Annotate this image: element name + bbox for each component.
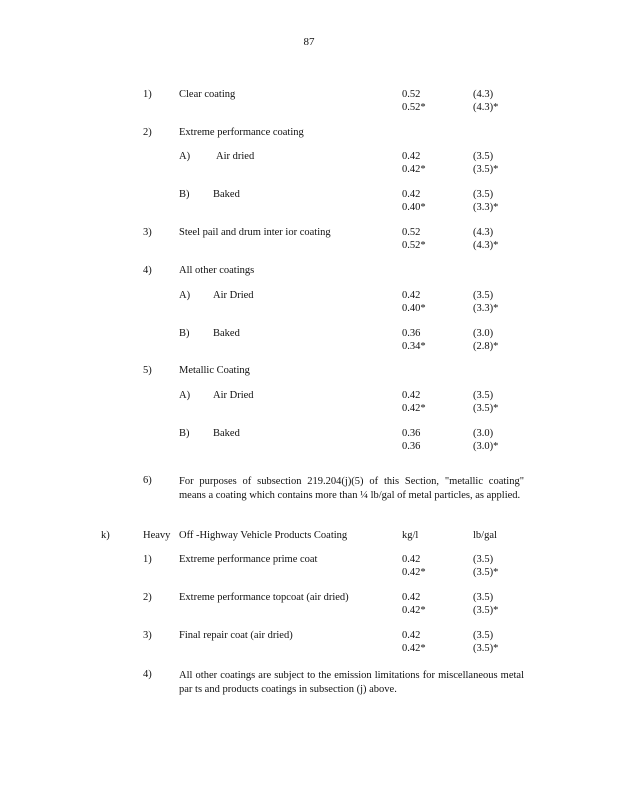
item-number: 6) (143, 475, 152, 486)
lb-value-alt: (3.3)* (473, 202, 499, 213)
kg-value-alt: 0.34* (402, 341, 426, 352)
lb-value: (3.5) (473, 630, 494, 641)
item-number: 2) (143, 127, 152, 138)
subitem-label: Air Dried (213, 290, 254, 301)
kg-value: 0.36 (402, 428, 421, 439)
kg-value-alt: 0.52* (402, 240, 426, 251)
lb-value-alt: (3.5)* (473, 643, 499, 654)
lb-value-alt: (2.8)* (473, 341, 499, 352)
item-number: 4) (143, 669, 152, 680)
item-label: Extreme performance topcoat (air dried) (179, 592, 349, 603)
unit-lb-header: lb/gal (473, 530, 497, 541)
kg-value: 0.42 (402, 592, 421, 603)
item-label: Extreme performance prime coat (179, 554, 318, 565)
item-number: 1) (143, 89, 152, 100)
kg-value-alt: 0.36 (402, 441, 421, 452)
lb-value-alt: (3.0)* (473, 441, 499, 452)
lb-value-alt: (3.5)* (473, 567, 499, 578)
lb-value-alt: (4.3)* (473, 240, 499, 251)
kg-value-alt: 0.42* (402, 164, 426, 175)
lb-value-alt: (3.5)* (473, 605, 499, 616)
subitem-label: Air Dried (213, 390, 254, 401)
subitem-letter: A) (179, 390, 191, 401)
kg-value-alt: 0.42* (402, 605, 426, 616)
subitem-letter: B) (179, 328, 190, 339)
kg-value-alt: 0.42* (402, 643, 426, 654)
subitem-letter: B) (179, 428, 190, 439)
subitem-label: Baked (213, 428, 240, 439)
section-letter: k) (101, 530, 110, 541)
kg-value: 0.42 (402, 151, 421, 162)
kg-value: 0.42 (402, 554, 421, 565)
item-label: Steel pail and drum inter ior coating (179, 227, 331, 238)
other-coatings-paragraph: All other coatings are subject to the emission limitations for miscellaneous metal par ts and products coatings in subsection (j) above. (179, 670, 524, 695)
lb-value-alt: (3.5)* (473, 164, 499, 175)
lb-value-alt: (4.3)* (473, 102, 499, 113)
lb-value: (3.5) (473, 592, 494, 603)
kg-value-alt: 0.42* (402, 403, 426, 414)
kg-value: 0.52 (402, 227, 421, 238)
item-number: 4) (143, 265, 152, 276)
page-number: 87 (303, 36, 315, 48)
lb-value: (3.5) (473, 189, 494, 200)
section-title: Off -Highway Vehicle Products Coating (179, 530, 348, 541)
item-number: 2) (143, 592, 152, 603)
subitem-letter: A) (179, 151, 191, 162)
lb-value: (3.5) (473, 290, 494, 301)
kg-value-alt: 0.40* (402, 202, 426, 213)
lb-value: (3.0) (473, 328, 494, 339)
item-label: All other coatings (179, 265, 255, 276)
item-number: 3) (143, 227, 152, 238)
lb-value: (3.5) (473, 554, 494, 565)
kg-value-alt: 0.42* (402, 567, 426, 578)
kg-value: 0.42 (402, 290, 421, 301)
metallic-definition-paragraph: For purposes of subsection 219.204(j)(5) of this Section, "metallic coating" means a coating which contains more than ¼ lb/gal of metal particles, as applied. (179, 476, 524, 501)
lb-value: (3.0) (473, 428, 494, 439)
section-title-start: Heavy (143, 530, 171, 541)
unit-kg-header: kg/l (402, 530, 419, 541)
item-label: Metallic Coating (179, 365, 250, 376)
lb-value: (4.3) (473, 227, 494, 238)
kg-value-alt: 0.52* (402, 102, 426, 113)
kg-value: 0.42 (402, 390, 421, 401)
lb-value-alt: (3.5)* (473, 403, 499, 414)
subitem-label: Air dried (216, 151, 255, 162)
item-number: 1) (143, 554, 152, 565)
subitem-letter: B) (179, 189, 190, 200)
kg-value-alt: 0.40* (402, 303, 426, 314)
item-label: Extreme performance coating (179, 127, 304, 138)
lb-value-alt: (3.3)* (473, 303, 499, 314)
kg-value: 0.42 (402, 189, 421, 200)
kg-value: 0.42 (402, 630, 421, 641)
lb-value: (4.3) (473, 89, 494, 100)
item-number: 3) (143, 630, 152, 641)
item-label: Clear coating (179, 89, 236, 100)
lb-value: (3.5) (473, 390, 494, 401)
subitem-label: Baked (213, 328, 240, 339)
subitem-letter: A) (179, 290, 191, 301)
item-number: 5) (143, 365, 152, 376)
kg-value: 0.52 (402, 89, 421, 100)
subitem-label: Baked (213, 189, 240, 200)
item-label: Final repair coat (air dried) (179, 630, 293, 641)
lb-value: (3.5) (473, 151, 494, 162)
kg-value: 0.36 (402, 328, 421, 339)
